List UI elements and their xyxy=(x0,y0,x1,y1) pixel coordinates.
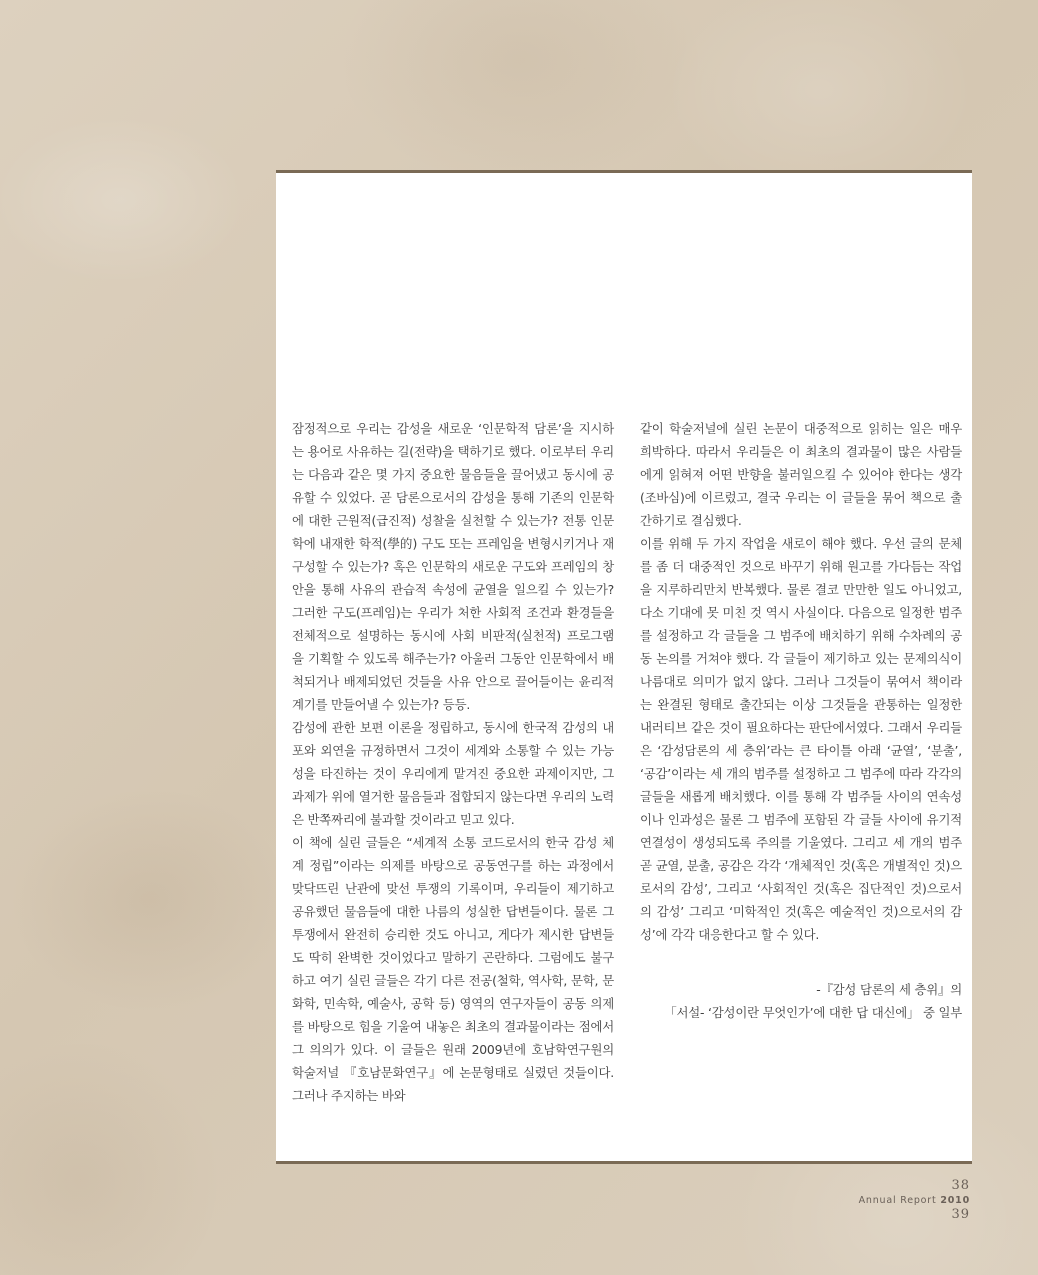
article-panel xyxy=(276,170,972,1164)
article-column-right xyxy=(640,417,962,1024)
article-paragraph: 이를 위해 두 가지 작업을 새로이 해야 했다. 우선 글의 문체를 좀 더 대중적인 것으로 바꾸기 위해 원고를 가다듬는 작업을 지루하리만치 반복했다. 물론 결코 만만한 일도 아니었고, 다소 기대에 못 미친 것 역시 사실이다. 다음으로 일정한 범주를 설정하고 각 글들을 그 범주에 배치하기 위해 수차례의 공동 논의를 거쳐야 했다. 각 글들이 제기하고 있는 문제의식이 나름대로 의미가 없지 않다. 그러나 그것들이 묶여서 책이라는 완결된 형태로 출간되는 이상 그것들을 관통하는 일정한 내러티브 같은 것이 필요하다는 판단에서였다. 그래서 우리들은 ‘감성담론의 세 층위’라는 큰 타이틀 아래 ‘균열’, ‘분출’, ‘공감’이라는 세 개의 범주를 설정하고 그 범주에 따라 각각의 글들을 새롭게 배치했다. 이를 통해 각 범주들 사이의 연속성이나 인과성은 물론 그 범주에 포함된 각 글들 사이에 유기적 연결성이 생성되도록 주의를 기울였다. 그리고 세 개의 범주 곧 균열, 분출, 공감은 각각 ‘개체적인 것(혹은 개별적인 것)으로서의 감성’, 그리고 ‘사회적인 것(혹은 집단적인 것)으로서의 감성’ 그리고 ‘미학적인 것(혹은 예술적인 것)으로서의 감성’에 각각 대응한다고 할 수 있다. xyxy=(640,536,962,942)
article-paragraph: 감성에 관한 보편 이론을 정립하고, 동시에 한국적 감성의 내포와 외연을 규정하면서 그것이 세계와 소통할 수 있는 가능성을 타진하는 것이 우리에게 맡겨진 중요한 과제이지만, 그 과제가 위에 열거한 물음들과 접합되지 않는다면 우리의 노력은 반쪽짜리에 불과할 것이라고 믿고 있다. xyxy=(292,720,614,827)
source-citation-line: -『감성 담론의 세 층위』의 xyxy=(816,982,962,997)
page-footer xyxy=(859,1178,970,1223)
page-number-right: 39 xyxy=(951,1207,970,1222)
source-citation-line: 「서설- ‘감성이란 무엇인가’에 대한 답 대신에」 중 일부 xyxy=(664,1005,962,1020)
report-name: Annual Report xyxy=(858,1195,937,1206)
report-year: 2010 xyxy=(940,1195,970,1206)
article-paragraph: 같이 학술저널에 실린 논문이 대중적으로 읽히는 일은 매우 희박하다. 따라서 우리들은 이 최초의 결과물이 많은 사람들에게 읽혀져 어떤 반향을 불러일으킬 수 있어야 한다는 생각(조바심)에 이르렀고, 결국 우리는 이 글들을 묶어 책으로 출간하기로 결심했다. xyxy=(640,421,962,528)
article-column-left xyxy=(292,417,614,1107)
report-label xyxy=(859,1194,970,1207)
source-citation xyxy=(640,978,962,1024)
article-paragraph: 이 책에 실린 글들은 “세계적 소통 코드로서의 한국 감성 체계 정립”이라는 의제를 바탕으로 공동연구를 하는 과정에서 맞닥뜨린 난관에 맞선 투쟁의 기록이며, 우리들이 제기하고 공유했던 물음들에 대한 나름의 성실한 답변들이다. 물론 그 투쟁에서 완전히 승리한 것도 아니고, 게다가 제시한 답변들도 딱히 완벽한 것이었다고 말하기 곤란하다. 그럼에도 불구하고 여기 실린 글들은 각기 다른 전공(철학, 역사학, 문학, 문화학, 민속학, 예술사, 공학 등) 영역의 연구자들이 공동 의제를 바탕으로 힘을 기울여 내놓은 최초의 결과물이라는 점에서 그 의의가 있다. 이 글들은 원래 2009년에 호남학연구원의 학술저널 『호남문화연구』에 논문형태로 실렸던 것들이다. 그러나 주지하는 바와 xyxy=(292,835,614,1103)
article-paragraph: 잠정적으로 우리는 감성을 새로운 ‘인문학적 담론’을 지시하는 용어로 사유하는 길(전략)을 택하기로 했다. 이로부터 우리는 다음과 같은 몇 가지 중요한 물음들을 끌어냈고 동시에 공유할 수 있었다. 곧 담론으로서의 감성을 통해 기존의 인문학에 대한 근원적(급진적) 성찰을 실천할 수 있는가? 전통 인문학에 내재한 학적(學的) 구도 또는 프레임을 변형시키거나 재구성할 수 있는가? 혹은 인문학의 새로운 구도와 프레임의 창안을 통해 사유의 관습적 속성에 균열을 일으킬 수 있는가? 그러한 구도(프레임)는 우리가 처한 사회적 조건과 환경들을 전체적으로 설명하는 동시에 사회 비판적(실천적) 프로그램을 기획할 수 있도록 해주는가? 아울러 그동안 인문학에서 배척되거나 배제되었던 것들을 사유 안으로 끌어들이는 윤리적 계기를 만들어낼 수 있는가? 등등. xyxy=(292,421,614,712)
page-number-left: 38 xyxy=(951,1178,970,1193)
